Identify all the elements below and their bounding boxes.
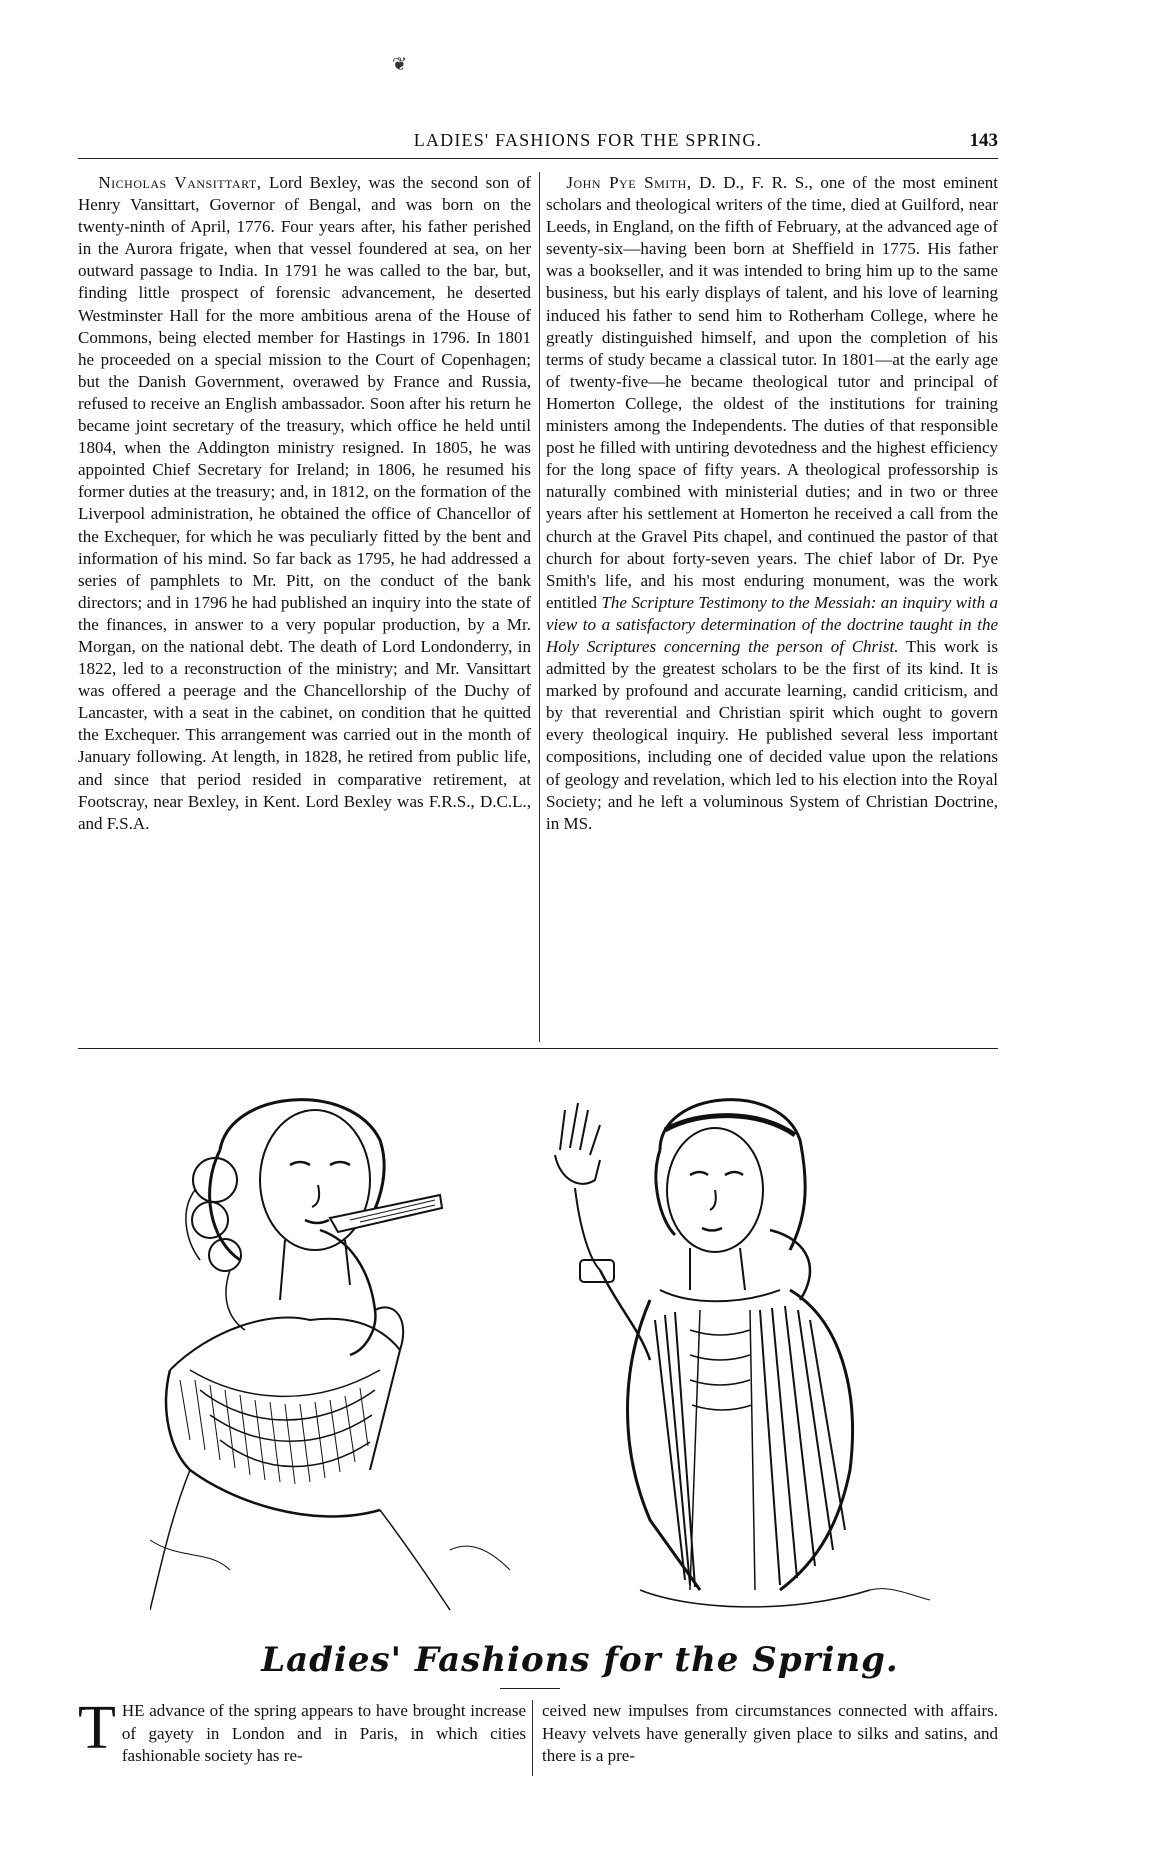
pye-smith-text-b: This work is admitted by the greatest scholars to be the first of its kind. It is marked by profound and accurate learning, candid criticism, and by that reverential and Christian spirit which ought to govern every theological inquiry. He published several less important compositions, including one of decided value upon the relations of geology and revelation, which led to his election into the Royal Society; and he left a voluminous System of Christian Doctrine, in MS. bbox=[546, 636, 999, 833]
spring-paragraph-start bbox=[78, 1694, 526, 1768]
fashion-plate-lady-with-fan-icon bbox=[150, 1070, 550, 1620]
vansittart-text: Lord Bexley, was the second son of Henry Vansittart, Governor of Bengal, and was born on the twenty-ninth of April, 1776. Four years after, his father perished in the Aurora frigate, when that vessel foundered at sea, on her outward passage to India. In 1791 he was called to the bar, but, finding little prospect of forensic advancement, he deserted Westminster Hall for the more ambitious arena of the House of Commons, being elected member for Hastings in 1796. In 1801 he proceeded on a special mission to the Court of Copenhagen; but the Danish Government, overawed by France and Russia, refused to receive an English ambassador. Soon after his return he became joint secretary of the treasury, which office he held until 1804, when the Addington ministry resigned. In 1805, he was appointed Chief Secretary for Ireland; in 1806, he resumed his former duties at the treasury; and, in 1812, on the formation of the Liverpool administration, he obtained the office of Chancellor of the Exchequer, for which he was peculiarly fitted by the bent and information of his mind. So far back as 1795, he had addressed a series of pamphlets to Mr. Pitt, on the conduct of the bank directors; and in 1796 he had published an inquiry into the state of the finances, in answer to a very popular production, by a Mr. Morgan, on the national debt. The death of Lord Londonderry, in 1822, led to a reconstruction of the ministry; and Mr. Vansittart was offered a peerage and the Chancellorship of the Duchy of Lancaster, with a seat in the cabinet, on condition that he quitted the Exchequer. This arrangement was carried out in the month of January following. At length, in 1828, he retired from public life, and since that period resided in comparative retirement, at Footscray, near Bexley, in Kent. Lord Bexley was F.R.S., D.C.L., and F.S.A. bbox=[78, 173, 531, 833]
header-rule bbox=[78, 158, 998, 159]
vansittart-lead: Nicholas Vansittart, bbox=[98, 173, 262, 192]
left-column bbox=[78, 172, 531, 835]
spring-text-left: HE advance of the spring appears to have brought increase of gayety in London and in Paris, in which cities fashionable society has re- bbox=[121, 1701, 526, 1765]
pye-smith-text-a: D. D., F. R. S., one of the most eminent scholars and theological writers of the time, died at Guilford, near Leeds, in England, on the fifth of February, at the advanced age of seventy-six—having been born at Sheffield in 1775. His father was a bookseller, and it was intended to bring him up to the same business, but his early displays of talent, and his love of learning induced his father to send him to Rotherham College, where he greatly distinguished himself, and upon the completion of his terms of study became a classical tutor. In 1801—at the early age of twenty-five—he became theological tutor and principal of Homerton College, the oldest of the institutions for training ministers among the Independents. The duties of that responsible post he filled with untiring devotedness and the highest efficiency for the long space of fifty years. A theological professorship is naturally combined with ministerial duties; and in two or three years after his settlement at Homerton he received a call from the church at the Gravel Pits chapel, and continued the pastor of that church for about forty-seven years. The chief labor of Dr. Pye Smith's life, and his most enduring monument, was the work entitled bbox=[546, 173, 999, 612]
scripture-testimony-title: The Scripture Testimony to the Messiah: an inquiry with a view to a satisfactory determination of the doctrine taught in the Holy Scriptures concerning the person of Christ. bbox=[546, 592, 998, 656]
printer-ornament: ❦ bbox=[392, 54, 408, 75]
spring-right-column bbox=[542, 1700, 998, 1768]
column-divider bbox=[539, 172, 540, 1042]
running-title: LADIES' FASHIONS FOR THE SPRING. bbox=[413, 130, 763, 150]
pye-smith-paragraph bbox=[546, 172, 998, 835]
section-title: Ladies' Fashions for the Spring. bbox=[261, 1640, 899, 1680]
right-column bbox=[546, 172, 998, 835]
fashion-plate-lady-in-jacket-icon bbox=[540, 1070, 980, 1630]
spring-left-column bbox=[78, 1694, 526, 1768]
article-end-rule bbox=[78, 1048, 998, 1049]
drop-cap: T bbox=[78, 1694, 116, 1762]
page-number: 143 bbox=[969, 130, 998, 151]
running-head bbox=[78, 130, 998, 156]
pye-smith-lead: John Pye Smith, bbox=[566, 173, 692, 192]
spring-paragraph-cont: ceived new impulses from circumstances connected with affairs. Heavy velvets have generally given place to silks and satins, and there is a pre- bbox=[542, 1701, 998, 1765]
title-rule bbox=[500, 1688, 560, 1689]
column-divider-lower bbox=[532, 1700, 533, 1776]
vansittart-paragraph bbox=[78, 172, 531, 835]
